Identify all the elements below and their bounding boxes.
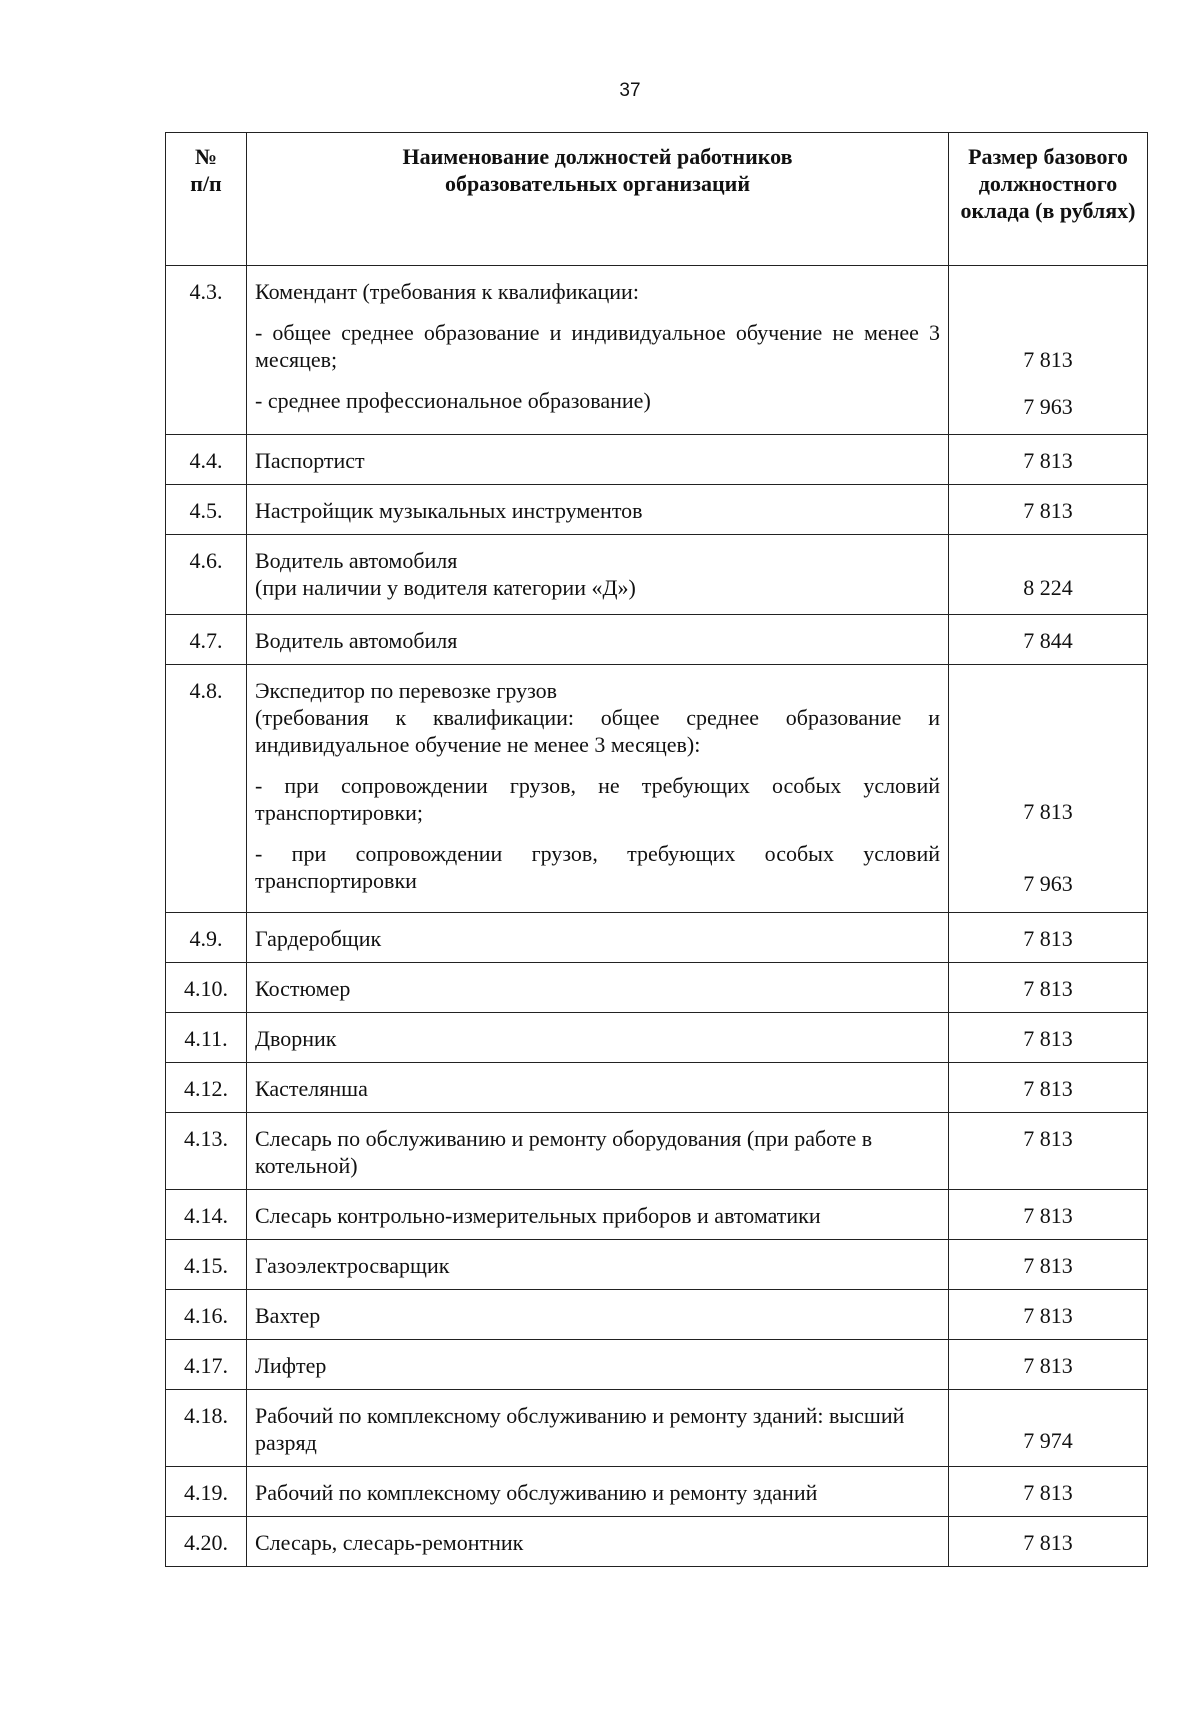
position-name: Кастелянша: [247, 1063, 949, 1113]
position-name: Дворник: [247, 1013, 949, 1063]
row-number: 4.8.: [166, 665, 247, 913]
position-condition: - при сопровождении грузов, требующих особых условий транспортировки: [255, 841, 940, 893]
position-title: Водитель автомобиля: [255, 548, 458, 573]
row-number: 4.19.: [166, 1467, 247, 1517]
header-salary: Размер базового должностного оклада (в рублях): [949, 133, 1148, 266]
position-name: Слесарь контрольно-измерительных приборов и автоматики: [247, 1190, 949, 1240]
table-row: [166, 1517, 1148, 1567]
position-condition: - при сопровождении грузов, не требующих особых условий транспортировки;: [255, 773, 940, 825]
salary-value-1: 7 813: [1023, 347, 1073, 372]
salary-value: 7 813: [949, 485, 1148, 535]
table-row: [166, 1013, 1148, 1063]
salary-value: 7 813: [949, 1467, 1148, 1517]
table-row: [166, 1290, 1148, 1340]
row-number: 4.18.: [166, 1390, 247, 1467]
position-name: Гардеробщик: [247, 913, 949, 963]
table-row: [166, 485, 1148, 535]
salary-value: 7 813: [949, 1517, 1148, 1567]
position-condition: (при наличии у водителя категории «Д»): [255, 575, 636, 600]
table-header-row: [166, 133, 1148, 266]
position-name: [247, 535, 949, 615]
position-condition: - среднее профессиональное образование): [255, 388, 651, 413]
row-number: 4.5.: [166, 485, 247, 535]
salary-value: 7 813: [949, 435, 1148, 485]
position-title: Комендант (требования к квалификации:: [255, 279, 639, 304]
salary-value: 7 844: [949, 615, 1148, 665]
header-name: Наименование должностей работников образовательных организаций: [247, 133, 949, 266]
row-number: 4.4.: [166, 435, 247, 485]
position-condition: - общее среднее образование и индивидуальное обучение не менее 3 месяцев;: [255, 320, 940, 372]
table-row: [166, 1467, 1148, 1517]
table-row: [166, 1240, 1148, 1290]
table-row: [166, 1063, 1148, 1113]
table-row: [166, 435, 1148, 485]
row-number: 4.7.: [166, 615, 247, 665]
row-number: 4.12.: [166, 1063, 247, 1113]
table-row: [166, 913, 1148, 963]
table-row: [166, 1190, 1148, 1240]
salary-value: 7 813: [949, 1063, 1148, 1113]
salary-value: [949, 665, 1148, 913]
salary-value: 7 813: [949, 913, 1148, 963]
position-name: [247, 665, 949, 913]
page-number: 37: [619, 80, 641, 101]
salary-value: 8 224: [949, 535, 1148, 615]
salary-value: 7 813: [949, 1240, 1148, 1290]
row-number: 4.3.: [166, 266, 247, 435]
table-row: [166, 963, 1148, 1013]
salary-value: [949, 266, 1148, 435]
salary-value-2: 7 963: [1023, 871, 1073, 896]
salary-table: [165, 132, 1148, 1567]
row-number: 4.17.: [166, 1340, 247, 1390]
position-name: Водитель автомобиля: [247, 615, 949, 665]
row-number: 4.14.: [166, 1190, 247, 1240]
header-num: № п/п: [166, 133, 247, 266]
position-name: Вахтер: [247, 1290, 949, 1340]
salary-value: 7 974: [949, 1390, 1148, 1467]
row-number: 4.9.: [166, 913, 247, 963]
table-row: [166, 1390, 1148, 1467]
table-row: [166, 615, 1148, 665]
position-name: [247, 266, 949, 435]
table-row: [166, 266, 1148, 435]
salary-value-2: 7 963: [1023, 394, 1073, 419]
position-name: Костюмер: [247, 963, 949, 1013]
position-name: Слесарь, слесарь-ремонтник: [247, 1517, 949, 1567]
position-name: Настройщик музыкальных инструментов: [247, 485, 949, 535]
row-number: 4.16.: [166, 1290, 247, 1340]
table-row: [166, 665, 1148, 913]
position-name: Газоэлектросварщик: [247, 1240, 949, 1290]
position-name: Слесарь по обслуживанию и ремонту оборудования (при работе в котельной): [247, 1113, 949, 1190]
table-row: [166, 1340, 1148, 1390]
position-requirements: (требования к квалификации: общее среднее образование и индивидуальное обучение не менее 3 месяцев):: [255, 705, 940, 757]
table-row: [166, 535, 1148, 615]
row-number: 4.13.: [166, 1113, 247, 1190]
position-name: Лифтер: [247, 1340, 949, 1390]
position-name: Паспортист: [247, 435, 949, 485]
salary-value: 7 813: [949, 1290, 1148, 1340]
table-row: [166, 1113, 1148, 1190]
salary-value: 7 813: [949, 1340, 1148, 1390]
position-name: Рабочий по комплексному обслуживанию и ремонту зданий: высший разряд: [247, 1390, 949, 1467]
row-number: 4.20.: [166, 1517, 247, 1567]
salary-value-1: 7 813: [1023, 799, 1073, 824]
salary-value: 7 813: [949, 1013, 1148, 1063]
salary-value: 7 813: [949, 963, 1148, 1013]
row-number: 4.15.: [166, 1240, 247, 1290]
salary-value: 7 813: [949, 1190, 1148, 1240]
salary-value: 7 813: [949, 1113, 1148, 1190]
row-number: 4.11.: [166, 1013, 247, 1063]
position-title: Экспедитор по перевозке грузов: [255, 678, 558, 703]
position-name: Рабочий по комплексному обслуживанию и ремонту зданий: [247, 1467, 949, 1517]
row-number: 4.6.: [166, 535, 247, 615]
row-number: 4.10.: [166, 963, 247, 1013]
